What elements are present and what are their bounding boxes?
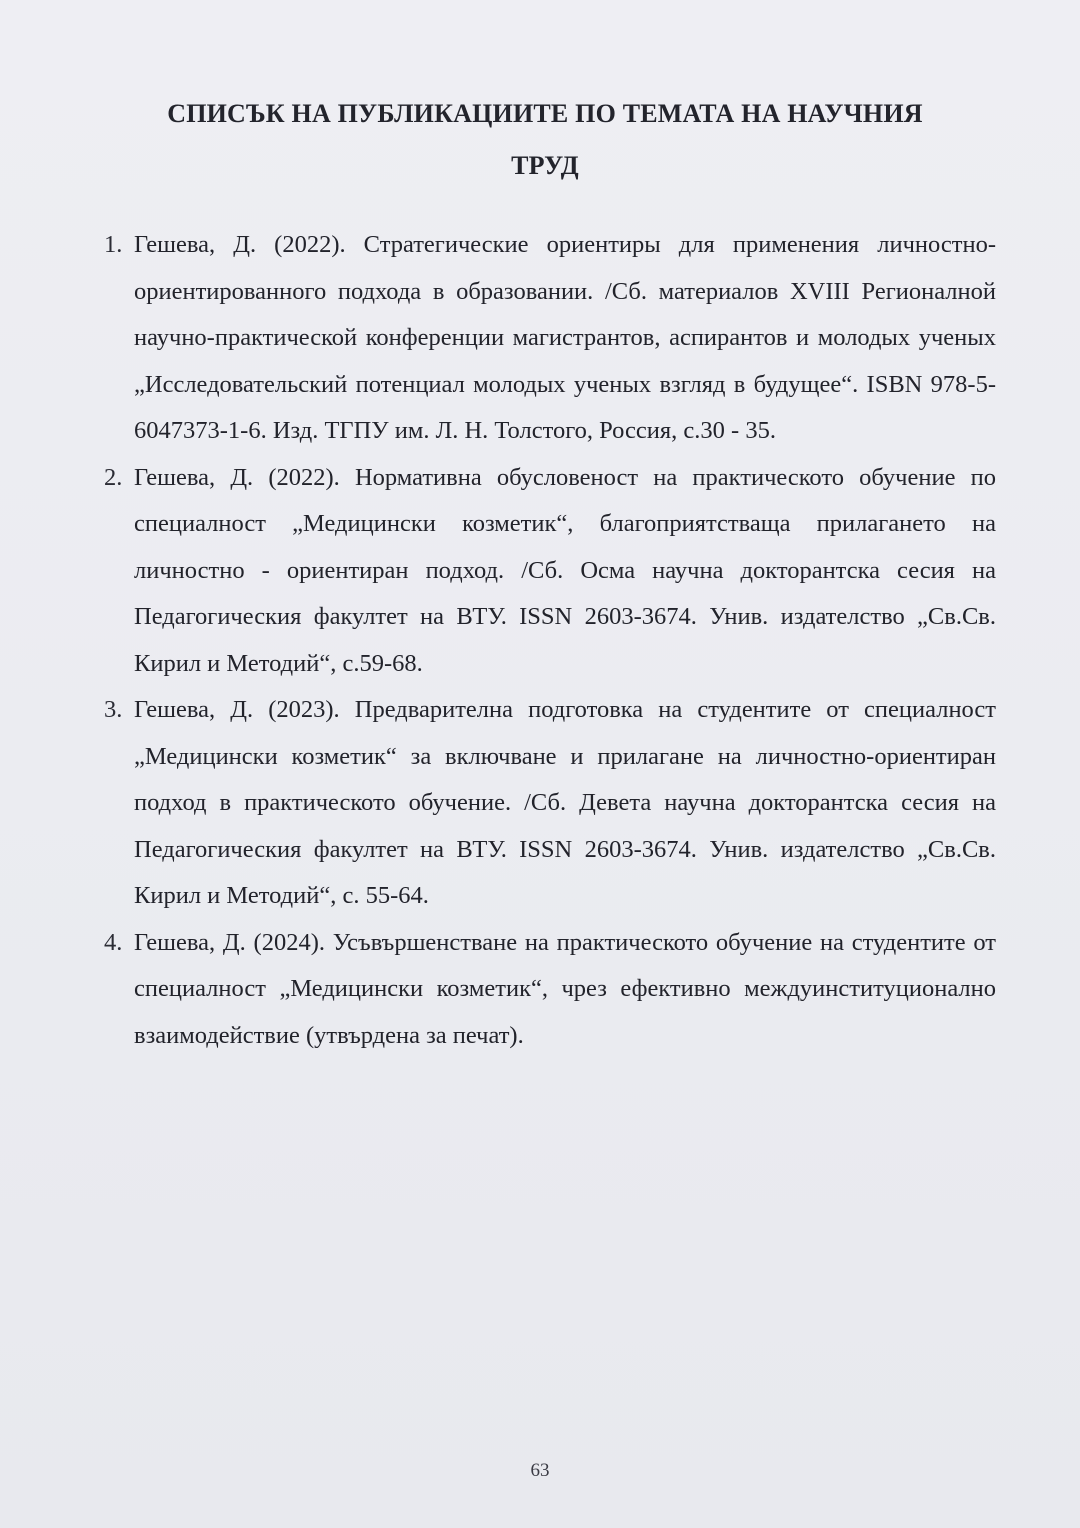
title-line-2: ТРУД: [511, 151, 579, 180]
page-title: [100, 88, 990, 192]
publication-list: [104, 222, 996, 1059]
publication-number: 4.: [104, 928, 123, 956]
title-line-1: СПИСЪК НА ПУБЛИКАЦИИТЕ ПО ТЕМАТА НА НАУЧНИЯ: [167, 99, 923, 128]
page-number: 63: [530, 1460, 550, 1481]
publication-text: Гешева, Д. (2024). Усъвършенстване на практическото обучение на студентите от специалност „Медицински козметик“, чрез ефективно междуинституционално взаимодействие (утвърдена за печат).: [134, 928, 996, 1049]
publication-number: 2.: [104, 463, 123, 491]
publication-number: 1.: [104, 231, 123, 258]
publication-text: Гешева, Д. (2022). Стратегические ориентиры для применения личностно-ориентированного подхода в образовании. /Сб. материалов XVIII Регионалной научно-практической конференции магистрантов, аспирантов и молодых ученых „Исследовательский потенциал молодых ученых взгляд в будущее“. ISBN 978-5-6047373-1-6. Изд. ТГПУ им. Л. Н. Толстого, Россия, с.30 - 35.: [134, 231, 996, 444]
publication-item: [104, 687, 996, 920]
publication-item: [104, 455, 996, 688]
publication-text: Гешева, Д. (2023). Предварителна подготовка на студентите от специалност „Медицински козметик“ за включване и прилагане на личностно-ориентиран подход в практическото обучение. /Сб. Девета научна докторантска сесия на Педагогическия факултет на ВТУ. ISSN 2603-3674. Унив. издателство „Св.Св. Кирил и Методий“, с. 55-64.: [134, 696, 996, 909]
publication-item: [104, 920, 996, 1060]
publication-number: 3.: [104, 696, 123, 723]
publication-text: Гешева, Д. (2022). Нормативна обусловеност на практическото обучение по специалност „Медицински козметик“, благоприятстваща прилагането на личностно - ориентиран подход. /Сб. Осма научна докторантска сесия на Педагогическия факултет на ВТУ. ISSN 2603-3674. Унив. издателство „Св.Св. Кирил и Методий“, с.59-68.: [134, 463, 996, 677]
publication-item: [104, 222, 996, 455]
